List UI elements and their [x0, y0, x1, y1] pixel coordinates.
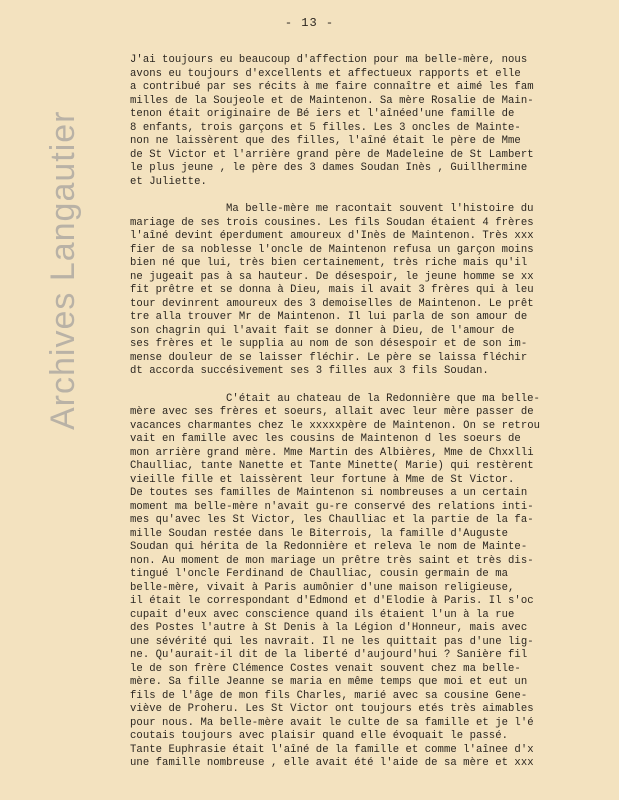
text-line: ses frères et le supplia au nom de son désespoir et de son im- — [130, 338, 528, 350]
text-line: fils de l'âge de mon fils Charles, marié avec sa cousine Gene- — [130, 689, 528, 702]
text-line: le de son frère Clémence Costes venait souvent chez ma belle- — [130, 662, 521, 675]
text-line: Chaulliac, tante Nanette et Tante Minette( Marie) qui restèrent — [130, 460, 534, 472]
text-line: il était le correspondant d'Edmond et d'Elodie à Paris. Il s'oc — [130, 595, 534, 607]
text-line: l'aîné devint éperdument amoureux d'Inès de Maintenon. Très xxx — [130, 230, 534, 242]
text-line: mon arrière grand mère. Mme Martin des Albières, Mme de Chxxlli — [130, 446, 534, 459]
text-line: une famille nombreuse , elle avait été l'aide de sa mère et xxx — [130, 757, 534, 769]
text-line: non. Au moment de mon mariage un prêtre très saint et très dis- — [130, 554, 534, 567]
text-line: mes qu'avec les St Victor, les Chaulliac et la partie de la fa- — [130, 514, 534, 526]
text-line: tingué l'oncle Ferdinand de Chaulliac, cousin germain de ma — [130, 568, 509, 580]
text-line: moment ma belle-mère n'avait gu-re conservé des relations inti- — [130, 500, 534, 513]
text-line: tour devinrent amoureux des 3 demoiselles de Maintenon. Le prêt — [130, 297, 534, 310]
text-line: mère avec ses frères et soeurs, allait avec leur mère passer de — [130, 406, 534, 418]
text-line: cupait d'eux avec conscience quand ils étaient l'un à la rue — [130, 608, 515, 621]
text-line: milles de la Soujeole et de Maintenon. Sa mère Rosalie de Main- — [130, 94, 534, 107]
text-line: coutais toujours avec plaisir quand elle évoquait le passé. — [130, 730, 509, 742]
text-line: Tante Euphrasie était l'aîné de la famille et comme l'aînee d'x — [130, 743, 534, 756]
text-line: le plus jeune , le père des 3 dames Soudan Inès , Guillhermine — [130, 162, 528, 174]
text-line: une sévérité qui les navrait. Il ne les quittait pas d'une lig- — [130, 635, 534, 648]
text-line: vait en famille avec les cousins de Maintenon d les soeurs de — [130, 433, 521, 445]
text-line: Soudan qui hérita de la Redonnière et releva le nom de Mainte- — [130, 541, 528, 553]
text-line: et Juliette. — [130, 175, 207, 188]
text-line: avons eu toujours d'excellents et affectueux rapports et elle — [130, 67, 521, 80]
text-line: 8 enfants, trois garçons et 5 filles. Les 3 oncles de Mainte- — [130, 121, 521, 134]
text-line: viève de Proheru. Les St Victor ont toujours etés très aimables — [130, 703, 534, 715]
text-line: fit prêtre et se donna à Dieu, mais il avait 3 frères qui à leu — [130, 284, 534, 296]
text-line: non ne laissèrent que des filles, l'aîné était le père de Mme — [130, 135, 521, 147]
text-line: C'était au chateau de la Redonnière que ma belle- — [226, 392, 540, 405]
text-line: ne jugeait pas à sa hauteur. De désespoir, le jeune homme se xx — [130, 270, 534, 283]
paragraph-redonniere — [130, 393, 608, 771]
text-line: ne. Qu'aurait-il dit de la liberté d'aujourd'hui ? Sanière fil — [130, 649, 528, 661]
paragraph-inheritance — [130, 54, 608, 189]
text-line: vieille fille et laissèrent leur fortune à Mme de St Victor. — [130, 473, 515, 486]
text-line: J'ai toujours eu beaucoup d'affection pour ma belle-mère, nous — [130, 54, 528, 66]
text-line: mariage de ses trois cousines. Les fils Soudan étaient 4 frères — [130, 216, 534, 229]
text-line: a contribué par ses récits à me faire connaître et aimé les fam — [130, 81, 534, 93]
text-line: mille Soudan restée dans le Biterrois, la famille d'Auguste — [130, 527, 509, 540]
text-line: de St Victor et l'arrière grand père de Madeleine de St Lambert — [130, 148, 534, 161]
text-line: De toutes ses familles de Maintenon si nombreuses a un certain — [130, 487, 528, 499]
text-line: des Postes l'autre à St Denis à la Légion d'Honneur, mais avec — [130, 622, 528, 634]
text-line: pour nous. Ma belle-mère avait le culte de sa famille et je l'é — [130, 716, 534, 729]
text-line: vacances charmantes chez le xxxxxpère de Maintenon. On se retrou — [130, 419, 541, 432]
paragraph-marriage-story — [130, 203, 608, 379]
text-line: son chagrin qui l'avait fait se donner à Dieu, de l'amour de — [130, 324, 515, 337]
text-line: mense douleur de se laisser fléchir. Le père se laissa fléchir — [130, 351, 528, 364]
text-line: mère. Sa fille Jeanne se maria en même temps que moi et eut un — [130, 676, 528, 688]
page-number: - 13 - — [284, 16, 335, 30]
text-line: dt accorda succésivement ses 3 filles aux 3 fils Soudan. — [130, 365, 489, 377]
text-line: belle-mère, vivait à Paris aumônier d'une maison religieuse, — [130, 581, 515, 594]
text-line: Ma belle-mère me racontait souvent l'histoire du — [226, 203, 534, 215]
archive-watermark: Archives Langautier — [44, 110, 82, 430]
typed-document-body — [130, 54, 608, 771]
text-line: bien né que lui, très bien certainement, très riche mais qu'il — [130, 257, 528, 269]
text-line: tenon était originaire de Bé iers et l'aînéed'une famille de — [130, 108, 515, 120]
text-line: fier de sa noblesse l'oncle de Maintenon refusa un garçon moins — [130, 243, 534, 256]
text-line: tre alla trouver Mr de Maintenon. Il lui parla de son amour de — [130, 311, 528, 323]
